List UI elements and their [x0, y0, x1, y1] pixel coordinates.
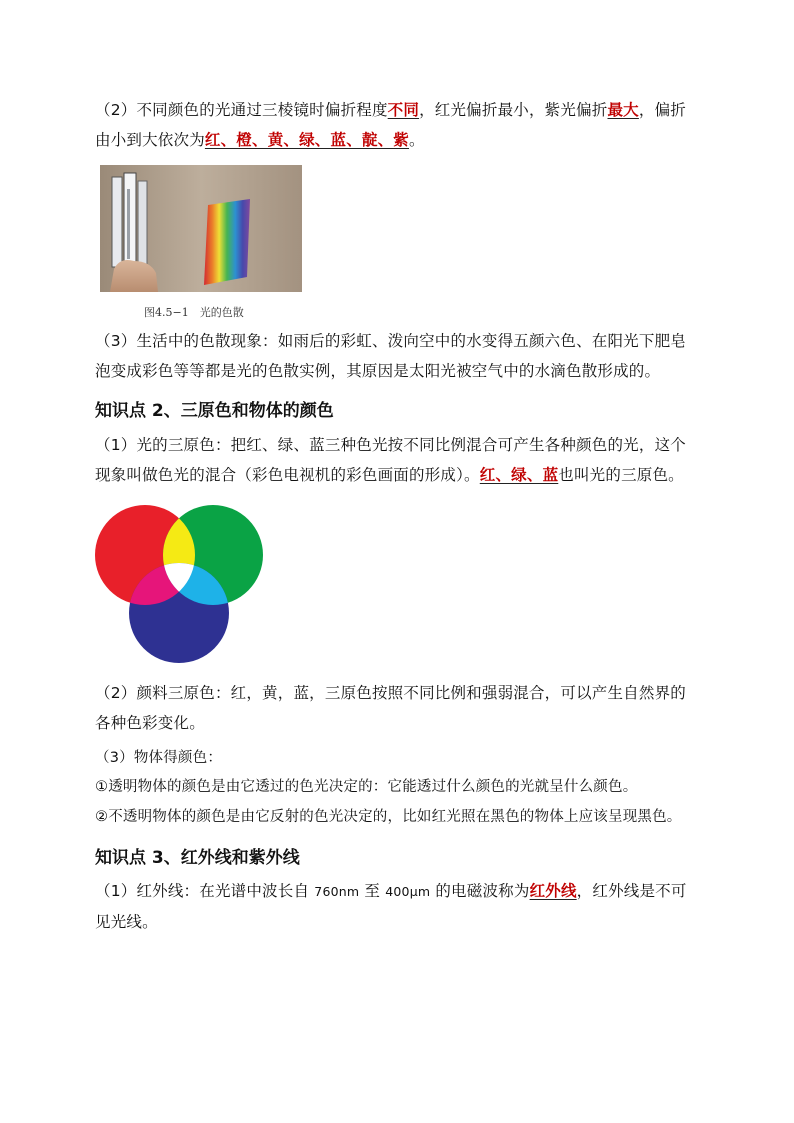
answer-rgb: 红、绿、蓝: [479, 466, 559, 484]
paragraph-infrared: [95, 876, 700, 937]
answer-different: 不同: [387, 101, 420, 119]
answer-infrared: 红外线: [529, 882, 577, 900]
figure-caption: 图4.5−1 光的色散: [144, 306, 244, 319]
paragraph-refraction: [95, 95, 700, 155]
text: 至: [359, 882, 386, 900]
text: （2）不同颜色的光通过三棱镜时偏折程度: [95, 101, 388, 119]
text: （1）光的三原色：把红、绿、蓝三种色光按不同比例混合可产生各种颜色的光，这个现象叫做色光的混合（彩色电视机的彩色画面的形成）。: [95, 436, 686, 484]
wavelength-400um: 400μm: [385, 884, 431, 899]
answer-color-order: 红、橙、黄、绿、蓝、靛、紫: [204, 131, 410, 149]
paragraph-dispersion-examples: （3）生活中的色散现象：如雨后的彩虹、泼向空中的水变得五颜六色、在阳光下肥皂泡变成彩色等等都是光的色散实例，其原因是太阳光被空气中的水滴色散形成的。: [95, 332, 686, 380]
section-heading-infrared-ultraviolet: 知识点 3、红外线和紫外线: [95, 848, 300, 868]
text: ，偏折由小到大依次为: [95, 101, 686, 149]
rgb-color-mixing-diagram: [95, 505, 265, 665]
text: 。: [409, 131, 425, 149]
paragraph-pigment-primaries: （2）颜料三原色：红，黄，蓝，三原色按照不同比例和强弱混合，可以产生自然界的各种色彩变化。: [95, 684, 686, 732]
paragraph-opaque-objects: ②不透明物体的颜色是由它反射的色光决定的，比如红光照在黑色的物体上应该呈现黑色。: [95, 809, 682, 825]
prism-dispersion-image: [100, 165, 302, 292]
text: ，红光偏折最小，紫光偏折: [419, 101, 608, 119]
wavelength-760nm: 760nm: [314, 884, 360, 899]
paragraph-light-primaries: [95, 430, 700, 490]
prism-dispersion-photo: [100, 165, 302, 292]
paragraph-transparent-objects: ①透明物体的颜色是由它透过的色光决定的：它能透过什么颜色的光就呈什么颜色。: [95, 779, 638, 795]
text: （1）红外线：在光谱中波长自: [95, 882, 315, 900]
text: ，红外线是不可见光线。: [95, 882, 687, 931]
answer-largest: 最大: [607, 101, 639, 119]
text: 的电磁波称为: [430, 882, 530, 900]
section-heading-primary-colors: 知识点 2、三原色和物体的颜色: [95, 401, 334, 421]
paragraph-object-color-title: （3）物体得颜色：: [95, 750, 223, 766]
text: 也叫光的三原色。: [558, 466, 684, 484]
